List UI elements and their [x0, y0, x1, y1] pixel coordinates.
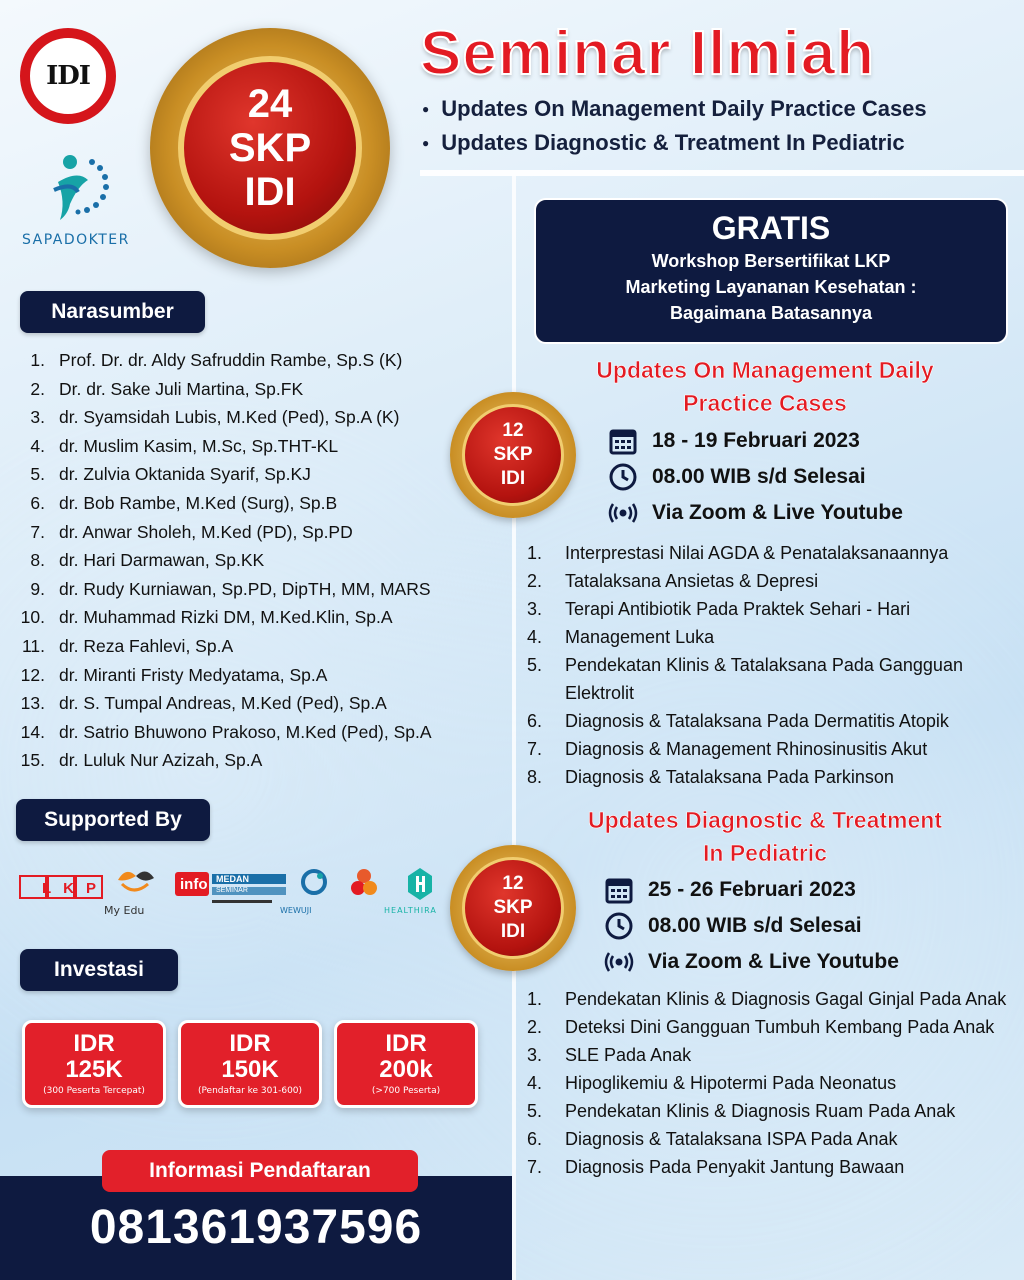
speaker-name: dr. Luluk Nur Azizah, Sp.A: [59, 750, 263, 771]
lkp-logo-text: LKP: [42, 880, 108, 897]
speaker-name: Dr. dr. Sake Juli Martina, Sp.FK: [59, 378, 304, 399]
speaker-item: [16, 489, 496, 518]
speaker-name: dr. Hari Darmawan, Sp.KK: [59, 550, 265, 571]
medan-logo-text: MEDAN: [216, 874, 249, 884]
speaker-name: dr. Muhammad Rizki DM, M.Ked.Klin, Sp.A: [59, 607, 393, 628]
topic-item: [527, 651, 1015, 707]
price-currency: IDR: [73, 1030, 115, 1057]
gratis-title: GRATIS: [711, 210, 831, 246]
session2-title-line: In Pediatric: [703, 840, 827, 866]
session2-title-line: Updates Diagnostic & Treatment: [587, 807, 943, 833]
idi-logo: [20, 28, 116, 124]
session1-title: [540, 354, 990, 420]
topic-item: [527, 567, 1015, 595]
topic-item: [527, 1125, 1015, 1153]
calendar-icon: [604, 875, 634, 905]
badge-skp: SKP: [493, 897, 533, 918]
speaker-number: 3.: [30, 407, 45, 428]
skp-medal-center: [178, 56, 362, 240]
price-list: [22, 1020, 478, 1108]
topic-item: [527, 623, 1015, 651]
speaker-number: 9.: [30, 578, 45, 599]
session1-via-row: [608, 495, 903, 531]
topic-number: 1.: [527, 543, 543, 563]
speaker-number: 2.: [30, 378, 45, 399]
topic-text: Diagnosis & Tatalaksana ISPA Pada Anak: [565, 1129, 898, 1149]
header-divider: [420, 170, 1024, 176]
skp-medal: [150, 28, 390, 268]
topic-item: [527, 707, 1015, 735]
topic-number: 6.: [527, 1129, 543, 1149]
speaker-number: 14.: [20, 721, 45, 742]
price-amount: 150K: [221, 1056, 279, 1083]
topic-number: 7.: [527, 739, 543, 759]
session1-time: 08.00 WIB s/d Selesai: [652, 465, 866, 488]
gratis-line: Bagaimana Batasannya: [669, 303, 873, 323]
phone-number[interactable]: 081361937596: [89, 1201, 423, 1254]
column-divider: [512, 176, 516, 1280]
price-card: [22, 1020, 166, 1108]
medal-number: 24: [247, 82, 293, 126]
speaker-number: 8.: [30, 550, 45, 571]
topic-item: [527, 1097, 1015, 1125]
speaker-item: [16, 603, 496, 632]
sponsor-logos: [18, 862, 438, 922]
speaker-item: [16, 403, 496, 432]
speaker-number: 11.: [21, 635, 45, 656]
speaker-name: Prof. Dr. dr. Aldy Safruddin Rambe, Sp.S (K): [59, 350, 403, 370]
session2-skp-badge: [450, 845, 576, 971]
topic-item: [527, 595, 1015, 623]
topic-number: 1.: [527, 989, 543, 1009]
speaker-item: [16, 460, 496, 489]
supported-by-label: Supported By: [16, 799, 210, 841]
speaker-number: 15.: [20, 750, 45, 771]
session2-title: [540, 804, 990, 870]
header-bullets: [422, 92, 927, 160]
topic-text: SLE Pada Anak: [565, 1045, 692, 1065]
speaker-number: 13.: [20, 693, 45, 714]
speaker-number: 7.: [30, 521, 45, 542]
speaker-name: dr. Reza Fahlevi, Sp.A: [59, 635, 234, 656]
speaker-list: [16, 346, 496, 775]
seminar-logo-text: SEMINAR: [216, 887, 248, 894]
topic-number: 5.: [527, 1101, 543, 1121]
topic-number: 3.: [527, 599, 543, 619]
speaker-item: [16, 432, 496, 461]
topic-item: [527, 763, 1015, 791]
speaker-item: [16, 632, 496, 661]
speaker-number: 10.: [20, 607, 45, 628]
speaker-name: dr. Anwar Sholeh, M.Ked (PD), Sp.PD: [59, 521, 353, 542]
gratis-box: [534, 198, 1008, 344]
price-currency: IDR: [385, 1030, 427, 1057]
session2-date: 25 - 26 Februari 2023: [648, 878, 856, 901]
topic-item: [527, 1041, 1015, 1069]
session1-date-row: [608, 423, 903, 459]
header-bullet: ● Updates Diagnostic & Treatment In Pediatric: [422, 126, 927, 160]
narasumber-label: Narasumber: [20, 291, 205, 333]
speaker-item: [16, 546, 496, 575]
speaker-item: [16, 575, 496, 604]
session2-time-row: [604, 908, 899, 944]
ligafarma-logo: [351, 869, 377, 895]
speaker-number: 5.: [30, 464, 45, 485]
badge-number: 12: [502, 873, 524, 894]
badge-idi: IDI: [500, 468, 526, 489]
session1-via: Via Zoom & Live Youtube: [652, 501, 903, 524]
price-note: (300 Peserta Tercepat): [43, 1086, 145, 1096]
session2-badge-center: [462, 857, 564, 959]
topic-text: Terapi Antibiotik Pada Praktek Sehari - Hari: [565, 599, 911, 619]
speaker-name: dr. Miranti Fristy Medyatama, Sp.A: [59, 664, 328, 685]
speaker-item: [16, 746, 496, 775]
session1-skp-badge: [450, 392, 576, 518]
topic-text: Interprestasi Nilai AGDA & Penatalaksanaannya: [565, 543, 949, 563]
speaker-number: 4.: [30, 435, 45, 456]
topic-number: 2.: [527, 1017, 543, 1037]
topic-item: [527, 985, 1015, 1013]
speaker-number: 12.: [20, 664, 45, 685]
topic-text: Tatalaksana Ansietas & Depresi: [565, 571, 819, 591]
speaker-number: 1.: [30, 350, 45, 370]
healthira-logo: [408, 868, 432, 900]
speaker-item: [16, 346, 496, 375]
session1-info: [608, 423, 903, 531]
healthira-logo-text: HEALTHIRA: [384, 906, 437, 915]
gratis-line: Workshop Bersertifikat LKP: [651, 251, 891, 271]
session2-via-row: [604, 944, 899, 980]
session1-badge-center: [462, 404, 564, 506]
myedu-logo: [118, 871, 154, 890]
topic-text: Diagnosis & Tatalaksana Pada Dermatitis Atopik: [565, 711, 949, 731]
topic-number: 7.: [527, 1157, 543, 1177]
session2-via: Via Zoom & Live Youtube: [648, 950, 899, 973]
calendar-icon: [608, 426, 638, 456]
speaker-item: [16, 661, 496, 690]
speaker-item: [16, 375, 496, 404]
session2-topics: [527, 985, 1015, 1181]
topic-number: 5.: [527, 655, 543, 675]
wewuji-logo: [303, 871, 325, 893]
page-title: Seminar Ilmiah: [420, 19, 876, 88]
topic-number: 6.: [527, 711, 543, 731]
medal-idi: IDI: [244, 170, 296, 214]
session2-time: 08.00 WIB s/d Selesai: [648, 914, 862, 937]
price-amount: 200k: [379, 1056, 433, 1083]
session1-time-row: [608, 459, 903, 495]
session2-date-row: [604, 872, 899, 908]
registration-info-button[interactable]: Informasi Pendaftaran: [102, 1150, 418, 1192]
speaker-name: dr. Rudy Kurniawan, Sp.PD, DipTH, MM, MARS: [59, 578, 431, 599]
speaker-name: dr. Syamsidah Lubis, M.Ked (Ped), Sp.A (K): [59, 407, 400, 428]
price-card: [178, 1020, 322, 1108]
session1-date: 18 - 19 Februari 2023: [652, 429, 860, 452]
speaker-name: dr. Muslim Kasim, M.Sc, Sp.THT-KL: [59, 435, 339, 456]
sapadokter-logo-icon: [48, 152, 112, 224]
topic-text: Hipoglikemiu & Hipotermi Pada Neonatus: [565, 1073, 897, 1093]
topic-item: [527, 1069, 1015, 1097]
idi-logo-text: IDI: [46, 61, 90, 91]
medal-skp: SKP: [228, 126, 312, 170]
topic-item: [527, 735, 1015, 763]
price-card: [334, 1020, 478, 1108]
session2-info: [604, 872, 899, 980]
topic-item: [527, 1013, 1015, 1041]
topic-number: 3.: [527, 1045, 543, 1065]
topic-text: Diagnosis & Tatalaksana Pada Parkinson: [565, 767, 894, 787]
topic-text: Diagnosis & Management Rhinosinusitis Akut: [565, 739, 928, 759]
topic-text: Pendekatan Klinis & Diagnosis Gagal Ginjal Pada Anak: [565, 989, 1007, 1009]
session1-title-line: Practice Cases: [683, 390, 847, 416]
speaker-item: [16, 689, 496, 718]
broadcast-icon: [604, 947, 634, 977]
header-bullet: ● Updates On Management Daily Practice Cases: [422, 92, 927, 126]
badge-number: 12: [502, 420, 524, 441]
price-note: (Pendaftar ke 301-600): [197, 1086, 303, 1096]
topic-item: [527, 1153, 1015, 1181]
price-currency: IDR: [229, 1030, 271, 1057]
speaker-name: dr. Bob Rambe, M.Ked (Surg), Sp.B: [59, 492, 338, 513]
badge-idi: IDI: [500, 921, 526, 942]
speaker-item: [16, 518, 496, 547]
speaker-name: dr. S. Tumpal Andreas, M.Ked (Ped), Sp.A: [59, 693, 387, 714]
topic-text: Management Luka: [565, 627, 715, 647]
speaker-name: dr. Satrio Bhuwono Prakoso, M.Ked (Ped), Sp.A: [59, 721, 432, 742]
myedu-logo-text: My Edu: [104, 904, 145, 917]
topic-item: [527, 539, 1015, 567]
wewuji-logo-text: WEWUJI: [280, 906, 312, 915]
info-logo-text: info: [180, 876, 208, 893]
price-note: (>700 Peserta): [371, 1086, 441, 1096]
topic-number: 4.: [527, 627, 543, 647]
gratis-line: Marketing Layananan Kesehatan :: [625, 277, 917, 297]
session1-topics: [527, 539, 1015, 791]
investasi-label: Investasi: [20, 949, 178, 991]
topic-text: Pendekatan Klinis & Tatalaksana Pada Gangguan Elektrolit: [565, 655, 963, 703]
topic-text: Deteksi Dini Gangguan Tumbuh Kembang Pada Anak: [565, 1017, 995, 1037]
topic-number: 8.: [527, 767, 543, 787]
badge-skp: SKP: [493, 444, 533, 465]
topic-text: Diagnosis Pada Penyakit Jantung Bawaan: [565, 1157, 905, 1177]
session1-title-line: Updates On Management Daily: [596, 357, 934, 383]
clock-icon: [608, 462, 638, 492]
speaker-name: dr. Zulvia Oktanida Syarif, Sp.KJ: [59, 464, 311, 485]
speaker-number: 6.: [30, 492, 45, 513]
price-amount: 125K: [65, 1056, 123, 1083]
topic-number: 2.: [527, 571, 543, 591]
topic-number: 4.: [527, 1073, 543, 1093]
clock-icon: [604, 911, 634, 941]
topic-text: Pendekatan Klinis & Diagnosis Ruam Pada Anak: [565, 1101, 956, 1121]
sapadokter-label: SAPADOKTER: [22, 232, 130, 248]
speaker-item: [16, 718, 496, 747]
broadcast-icon: [608, 498, 638, 528]
